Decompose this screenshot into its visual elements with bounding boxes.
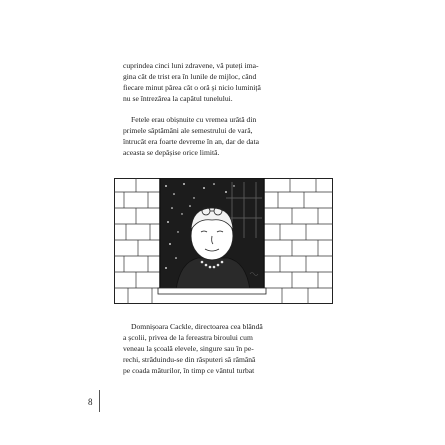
paragraph-3	[123, 321, 321, 376]
window-illustration	[114, 178, 333, 304]
text-line: cuprindea cinci luni zdravene, vă puteți ima-	[123, 61, 259, 70]
text-line: Domnișoara Cackle, directoarea cea blândă	[131, 322, 263, 331]
paragraph-1	[123, 60, 321, 104]
text-line: nu se întrezărea la capătul tunelului.	[123, 94, 233, 103]
text-line: aceasta se depășise orice limită.	[123, 148, 220, 157]
text-line: a școlii, privea de la fereastra biroului cum	[123, 333, 253, 342]
page-number: 8	[88, 397, 93, 407]
text-line: primele săptămâni ale semestrului de vară,	[123, 126, 253, 135]
text-line: fiecare minut părea cât o oră și nicio luminiță	[123, 83, 261, 92]
text-line: gina cât de trist era în lunile de mijloc, când	[123, 72, 257, 81]
text-line: pe coada măturilor, în timp ce vântul turbat	[123, 366, 255, 375]
text-line: Fetele erau obișnuite cu vremea urâtă din	[131, 115, 257, 124]
text-line: întrucât era foarte devreme în an, dar de data	[123, 137, 259, 146]
text-line: veneau la școală elevele, singure sau în pe-	[123, 344, 254, 353]
paragraph-2	[123, 114, 321, 158]
margin-rule	[99, 390, 100, 412]
window-sill	[158, 288, 266, 294]
text-line: rechi, străduindu-se din răsputeri să rămână	[123, 355, 256, 364]
